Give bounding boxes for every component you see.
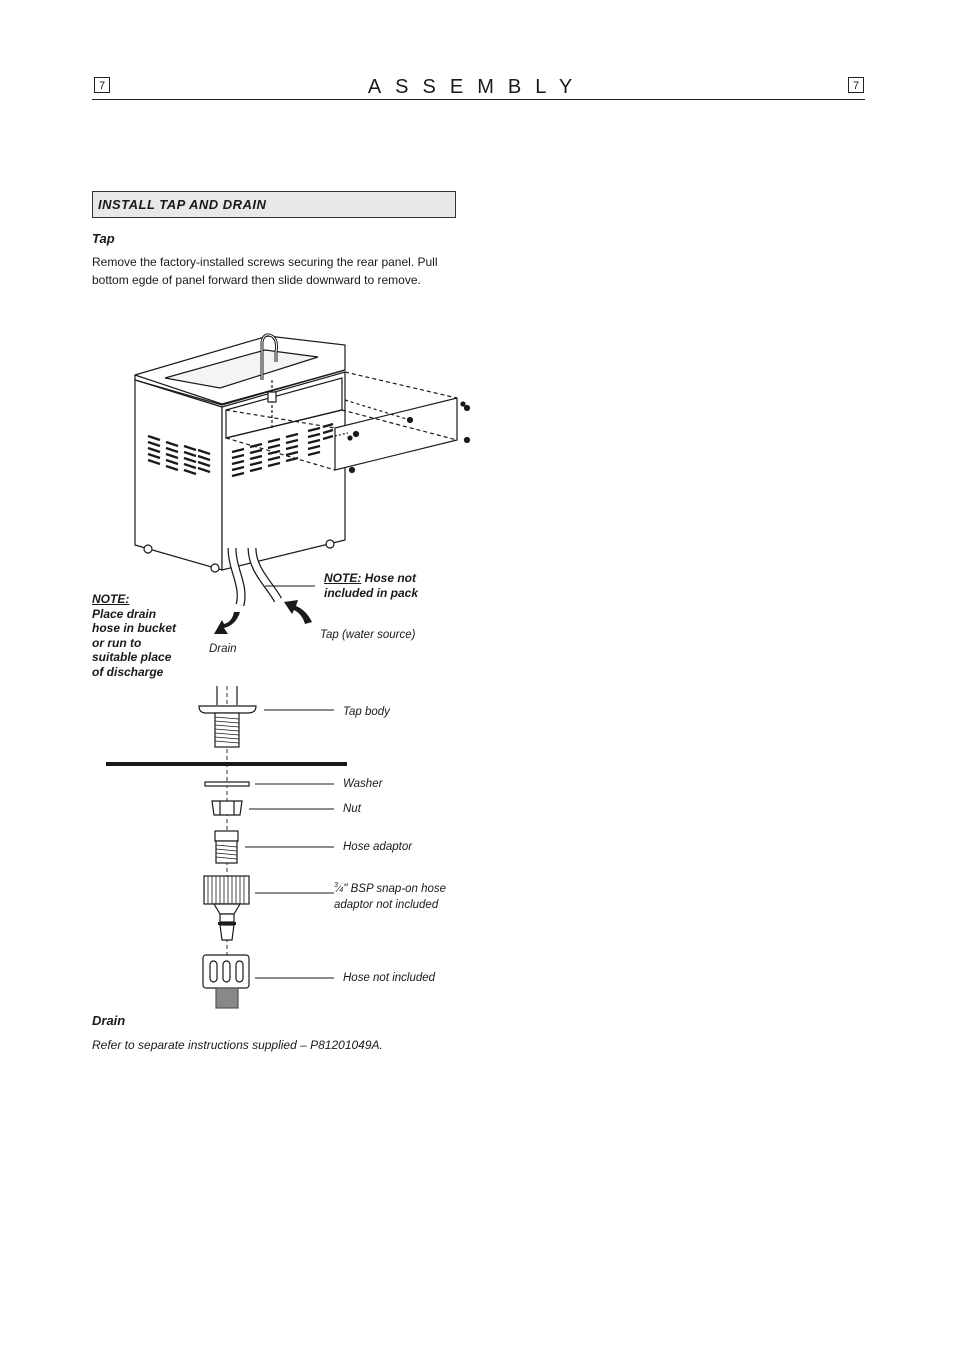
bsp-fraction-numerator: 3 bbox=[334, 882, 338, 889]
part-leader-lines bbox=[245, 710, 334, 978]
drain-note-line: or run to bbox=[92, 635, 142, 650]
drain-heading: Drain bbox=[92, 1013, 126, 1028]
drain-note-line: Place drain bbox=[92, 606, 157, 621]
nut-label: Nut bbox=[343, 803, 361, 815]
sink-cabinet-illustration bbox=[135, 336, 345, 572]
drain-note bbox=[92, 592, 176, 679]
bsp-adaptor-line: $^3$⁄4" BSP snap-on hose bbox=[334, 882, 447, 895]
drain-label: Drain bbox=[209, 643, 237, 655]
page-number-left: 7 bbox=[94, 77, 110, 93]
tap-source-label: Tap (water source) bbox=[320, 629, 416, 641]
page-title: ASSEMBLY bbox=[367, 76, 587, 98]
tap-instructions-line: bottom egde of panel forward then slide downward to remove. bbox=[92, 273, 421, 287]
drain-note-line: hose in bucket bbox=[92, 621, 177, 635]
drain-arrow-icon bbox=[214, 612, 240, 634]
hose-note-line: included in pack bbox=[324, 585, 419, 600]
drain-note-line: suitable place bbox=[92, 650, 172, 664]
drain-instructions: Refer to separate instructions supplied – P81201049A. bbox=[92, 1038, 383, 1052]
hose-note-line bbox=[324, 571, 418, 586]
hose-not-included-label: Hose not included bbox=[343, 972, 436, 984]
section-heading: INSTALL TAP AND DRAIN bbox=[92, 191, 456, 218]
bsp-fraction-denominator: 4 bbox=[339, 886, 344, 894]
bsp-adaptor-label bbox=[334, 878, 446, 913]
tap-heading: Tap bbox=[92, 231, 115, 246]
page-number-right: 7 bbox=[848, 77, 864, 93]
hose-note-text: Hose not bbox=[361, 571, 417, 585]
tap-arrow-icon bbox=[284, 600, 312, 624]
drain-note-title: NOTE: bbox=[92, 592, 130, 606]
hose-note-title: NOTE: bbox=[324, 571, 362, 585]
tap-body-label: Tap body bbox=[343, 706, 390, 718]
bsp-adaptor-line: adaptor not included bbox=[334, 898, 439, 911]
bsp-adaptor-text: " BSP snap-on hose bbox=[343, 882, 447, 895]
hose-adaptor-label: Hose adaptor bbox=[343, 841, 413, 853]
tap-instructions-line: Remove the factory-installed screws securing the rear panel. Pull bbox=[92, 255, 438, 269]
drain-note-line: of discharge bbox=[92, 664, 164, 679]
hose-note bbox=[324, 571, 418, 600]
washer-label: Washer bbox=[343, 778, 383, 790]
